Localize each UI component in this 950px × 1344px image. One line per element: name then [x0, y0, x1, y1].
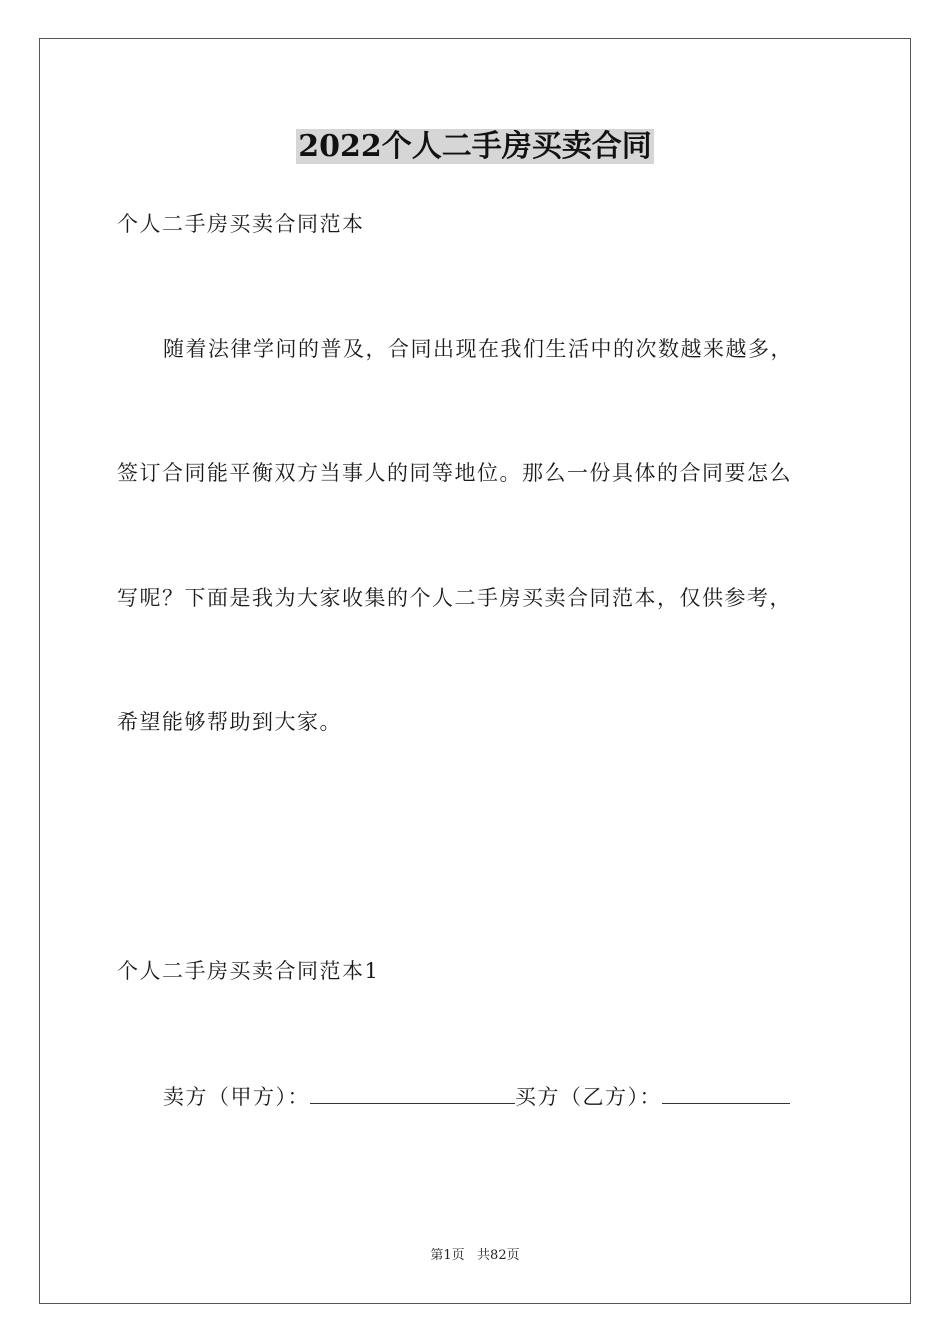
intro-line-2: 签订合同能平衡双方当事人的同等地位。那么一份具体的合同要怎么 — [117, 461, 792, 485]
intro-line-3: 写呢？下面是我为大家收集的个人二手房买卖合同范本，仅供参考， — [117, 586, 792, 610]
page-footer: 第1页 共82页 — [430, 1248, 520, 1263]
party-line — [163, 1081, 790, 1112]
section-heading: 个人二手房买卖合同范本1 — [117, 959, 380, 983]
document-subtitle: 个人二手房买卖合同范本 — [117, 212, 365, 236]
document-title-text: 2022个人二手房买卖合同 — [298, 129, 652, 164]
seller-label: 卖方（甲方）： — [163, 1085, 310, 1109]
buyer-blank — [662, 1081, 790, 1104]
intro-line-4: 希望能够帮助到大家。 — [117, 710, 342, 734]
buyer-label: 买方（乙方）： — [515, 1085, 662, 1109]
document-title — [0, 125, 950, 169]
intro-line-1: 随着法律学问的普及，合同出现在我们生活中的次数越来越多， — [163, 337, 793, 361]
seller-blank — [310, 1081, 515, 1104]
